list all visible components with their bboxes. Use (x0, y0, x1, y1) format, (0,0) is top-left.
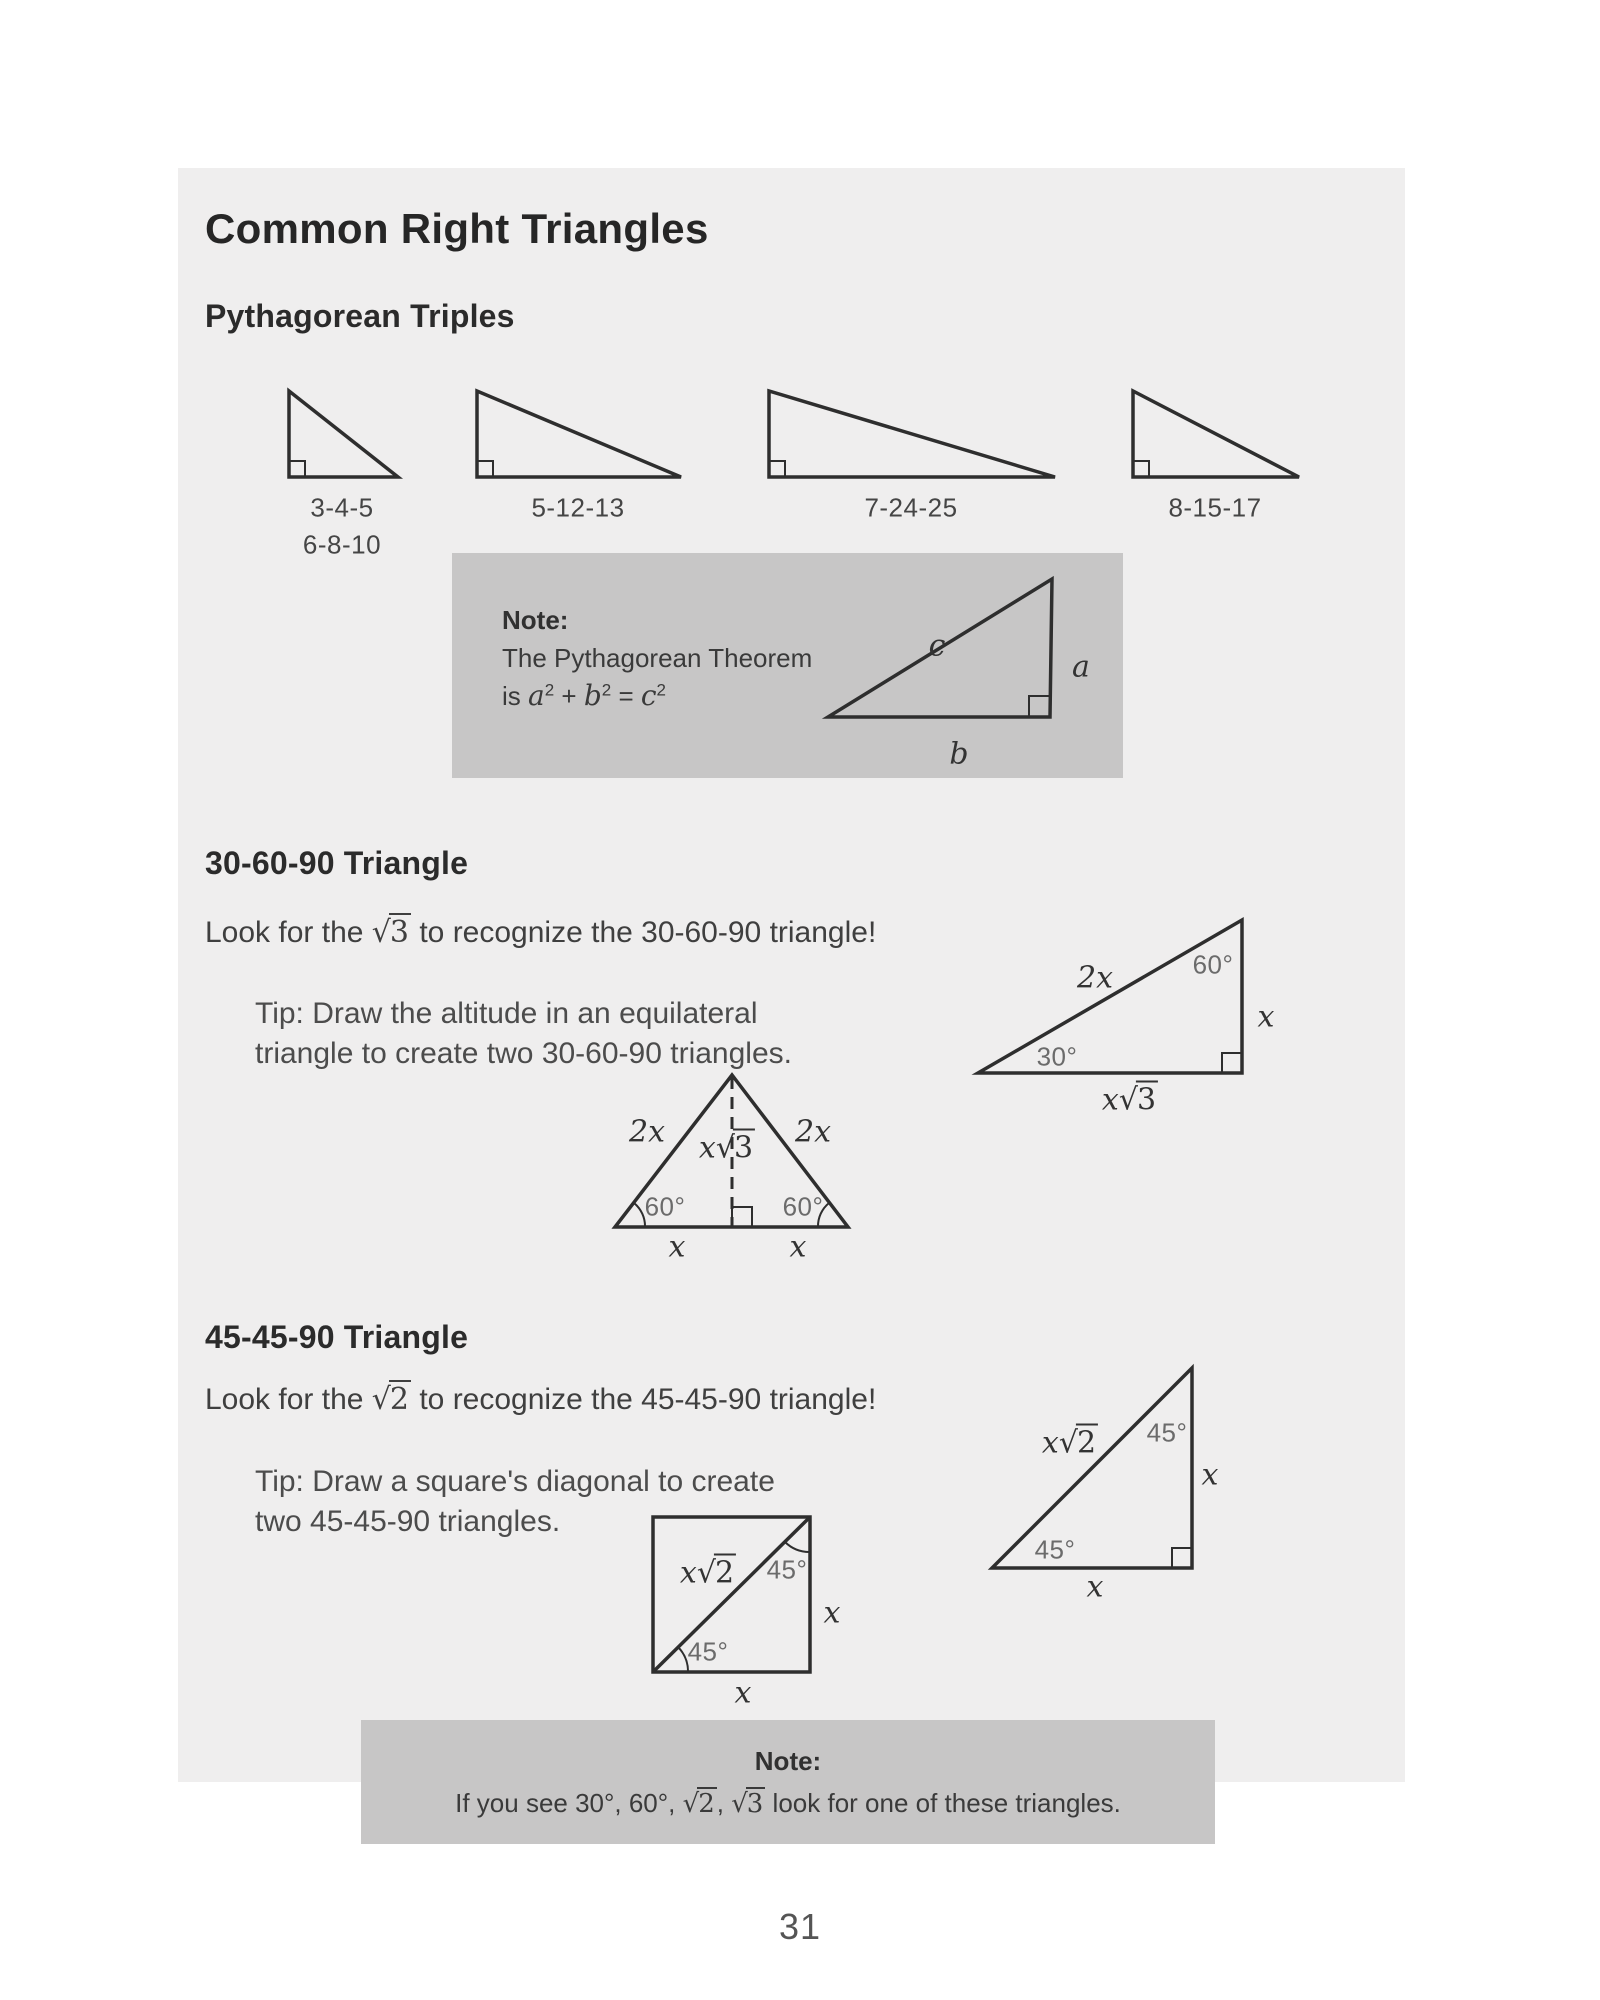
base-label-x-sqrt3: x√3 (1101, 1082, 1157, 1118)
square-base-label-x: x (734, 1675, 752, 1711)
side-label-x-right: x (1201, 1457, 1219, 1493)
triple-label-6-8-10: 6-8-10 (302, 529, 382, 560)
angle-label-30: 30° (1036, 1041, 1078, 1072)
angle-label-45-top: 45° (1146, 1417, 1188, 1448)
triple-label-5-12-13: 5-12-13 (531, 492, 625, 523)
hypotenuse-label-2x: 2x (1076, 960, 1114, 996)
section-heading-30-60-90: 30-60-90 Triangle (205, 845, 469, 881)
triangle-5-12-13-figure (474, 388, 685, 481)
equilateral-angle-right-60: 60° (782, 1191, 824, 1222)
page-number: 31 (778, 1906, 822, 1947)
base-label-x: x (1086, 1569, 1104, 1605)
square-angle-45-top: 45° (766, 1554, 808, 1585)
triangle-3-4-5-figure (286, 388, 402, 481)
angle-label-45-left: 45° (1034, 1534, 1076, 1565)
bottom-note-text: If you see 30°, 60°, √2, √3 look for one of these triangles. (455, 1788, 1121, 1819)
page-title: Common Right Triangles (205, 205, 709, 252)
tip-45-45-90-line1: Tip: Draw a square's diagonal to create (255, 1465, 775, 1498)
bottom-note-title: Note: (754, 1746, 822, 1776)
triangle-8-15-17-figure (1130, 388, 1303, 481)
diagonal-label-x-sqrt2: x√2 (679, 1555, 735, 1591)
section-heading-45-45-90: 45-45-90 Triangle (205, 1319, 469, 1355)
angle-label-60: 60° (1192, 949, 1234, 980)
equilateral-side-left-2x: 2x (628, 1114, 666, 1150)
base-label-b: b (949, 736, 969, 772)
equilateral-base-left-x: x (668, 1229, 686, 1265)
hypotenuse-label-c: c (928, 628, 946, 664)
content-area (178, 168, 1405, 1819)
square-angle-45-bottom: 45° (687, 1636, 729, 1667)
note-equation: is $a^2 + b^2 = c^2$ (502, 679, 667, 712)
square-side-label-x: x (823, 1595, 841, 1631)
tip-45-45-90-line2: two 45-45-90 triangles. (255, 1505, 561, 1538)
look-for-sqrt3-line: Look for the √3 to recognize the 30-60-90 triangle! (205, 915, 877, 950)
square-diagonal-figure (645, 1510, 845, 1700)
equilateral-side-right-2x: 2x (794, 1114, 832, 1150)
note-title: Note: (502, 605, 569, 635)
altitude-label-x-sqrt3: x√3 (698, 1130, 754, 1166)
triple-label-8-15-17: 8-15-17 (1168, 492, 1262, 523)
equilateral-angle-left-60: 60° (644, 1191, 686, 1222)
equilateral-base-right-x: x (789, 1229, 807, 1265)
bottom-note-box (361, 1720, 1215, 1844)
hypotenuse-label-x-sqrt2: x√2 (1041, 1425, 1097, 1461)
triple-label-7-24-25: 7-24-25 (864, 492, 958, 523)
look-for-sqrt2-line: Look for the √2 to recognize the 45-45-90 triangle! (205, 1382, 877, 1417)
side-label-a: a (1072, 649, 1090, 685)
triple-label-3-4-5: 3-4-5 (310, 492, 374, 523)
triangle-7-24-25-figure (766, 388, 1059, 481)
triangle-45-45-90-figure (985, 1360, 1235, 1600)
pythagorean-note-box (452, 553, 1123, 778)
tip-30-60-90-line1: Tip: Draw the altitude in an equilateral (255, 997, 758, 1030)
side-label-x: x (1257, 999, 1275, 1035)
note-text-line1: The Pythagorean Theorem (502, 643, 813, 673)
tip-30-60-90-line2: triangle to create two 30-60-90 triangles. (255, 1037, 792, 1070)
section-heading-pythagorean-triples: Pythagorean Triples (205, 298, 515, 334)
